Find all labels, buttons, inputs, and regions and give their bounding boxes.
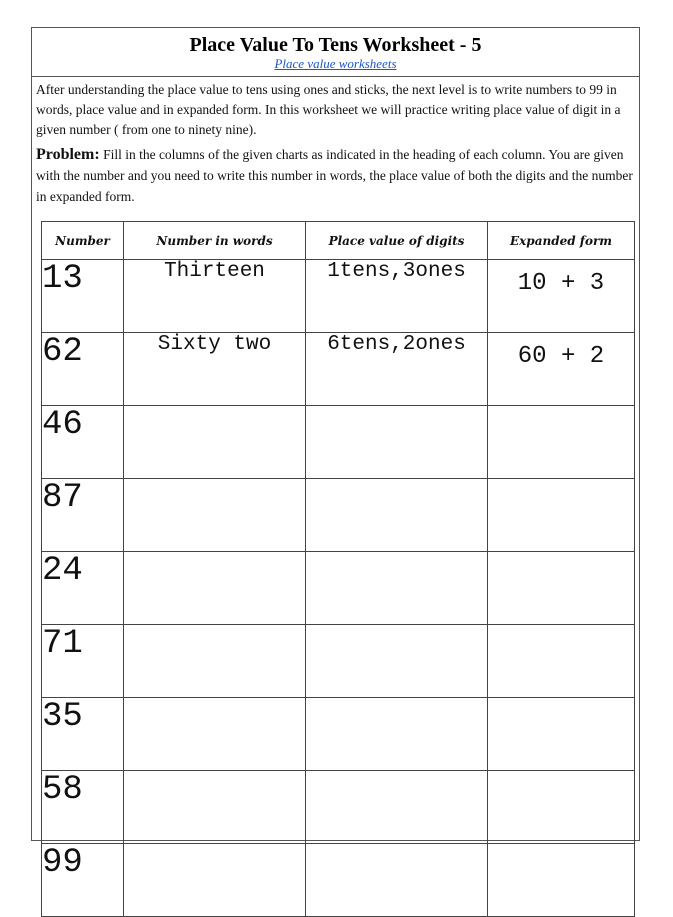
- number-cell: 99: [42, 844, 124, 917]
- place-value-cell[interactable]: 1tens,3ones: [306, 260, 488, 333]
- header-expanded-form: Expanded form: [488, 222, 635, 260]
- words-cell[interactable]: [124, 698, 306, 771]
- place-value-cell[interactable]: 6tens,2ones: [306, 333, 488, 406]
- expanded-form-cell[interactable]: [488, 552, 635, 625]
- words-cell[interactable]: Sixty two: [124, 333, 306, 406]
- problem-text: Fill in the columns of the given charts as indicated in the heading of each column. You are given with the number and you need to write this number in words, the place value of both the digits and the number in expanded form.: [36, 147, 633, 204]
- expanded-form-cell[interactable]: [488, 406, 635, 479]
- number-cell: 13: [42, 260, 124, 333]
- expanded-form-cell[interactable]: [488, 844, 635, 917]
- place-value-cell[interactable]: [306, 771, 488, 844]
- table-row: [42, 844, 635, 917]
- words-cell[interactable]: [124, 625, 306, 698]
- header-number: Number: [42, 222, 124, 260]
- place-value-cell[interactable]: [306, 552, 488, 625]
- number-cell: 46: [42, 406, 124, 479]
- problem-statement: [32, 140, 639, 207]
- place-value-cell[interactable]: [306, 698, 488, 771]
- page-title: Place Value To Tens Worksheet - 5: [189, 34, 482, 56]
- table-row: [42, 479, 635, 552]
- number-cell: 71: [42, 625, 124, 698]
- number-cell: 87: [42, 479, 124, 552]
- table-row: [42, 260, 635, 333]
- number-cell: 35: [42, 698, 124, 771]
- expanded-form-cell[interactable]: 10 + 3: [488, 260, 635, 333]
- place-value-worksheets-link[interactable]: Place value worksheets: [274, 56, 397, 71]
- place-value-cell[interactable]: [306, 479, 488, 552]
- number-cell: 24: [42, 552, 124, 625]
- header-place-value: Place value of digits: [306, 222, 488, 260]
- words-cell[interactable]: Thirteen: [124, 260, 306, 333]
- expanded-form-cell[interactable]: [488, 771, 635, 844]
- table-row: [42, 771, 635, 844]
- words-cell[interactable]: [124, 844, 306, 917]
- table-row: [42, 698, 635, 771]
- worksheet-header: [32, 28, 639, 77]
- table-row: [42, 406, 635, 479]
- place-value-cell[interactable]: [306, 844, 488, 917]
- table-row: [42, 333, 635, 406]
- problem-label: Problem:: [36, 146, 100, 163]
- table-row: [42, 552, 635, 625]
- expanded-form-cell[interactable]: [488, 479, 635, 552]
- place-value-cell[interactable]: [306, 406, 488, 479]
- number-cell: 58: [42, 771, 124, 844]
- table-header-row: [42, 222, 635, 260]
- worksheet: [31, 27, 640, 882]
- expanded-form-cell[interactable]: [488, 698, 635, 771]
- table-row: [42, 625, 635, 698]
- words-cell[interactable]: [124, 479, 306, 552]
- expanded-form-cell[interactable]: [488, 625, 635, 698]
- words-cell[interactable]: [124, 406, 306, 479]
- number-cell: 62: [42, 333, 124, 406]
- place-value-cell[interactable]: [306, 625, 488, 698]
- intro-paragraph: After understanding the place value to tens using ones and sticks, the next level is to write numbers to 99 in words, place value and in expanded form. In this worksheet we will practice writing place value of digit in a given number ( from one to ninety nine).: [36, 82, 621, 137]
- header-number-in-words: Number in words: [124, 222, 306, 260]
- words-cell[interactable]: [124, 771, 306, 844]
- worksheet-table: [41, 221, 635, 917]
- words-cell[interactable]: [124, 552, 306, 625]
- expanded-form-cell[interactable]: 60 + 2: [488, 333, 635, 406]
